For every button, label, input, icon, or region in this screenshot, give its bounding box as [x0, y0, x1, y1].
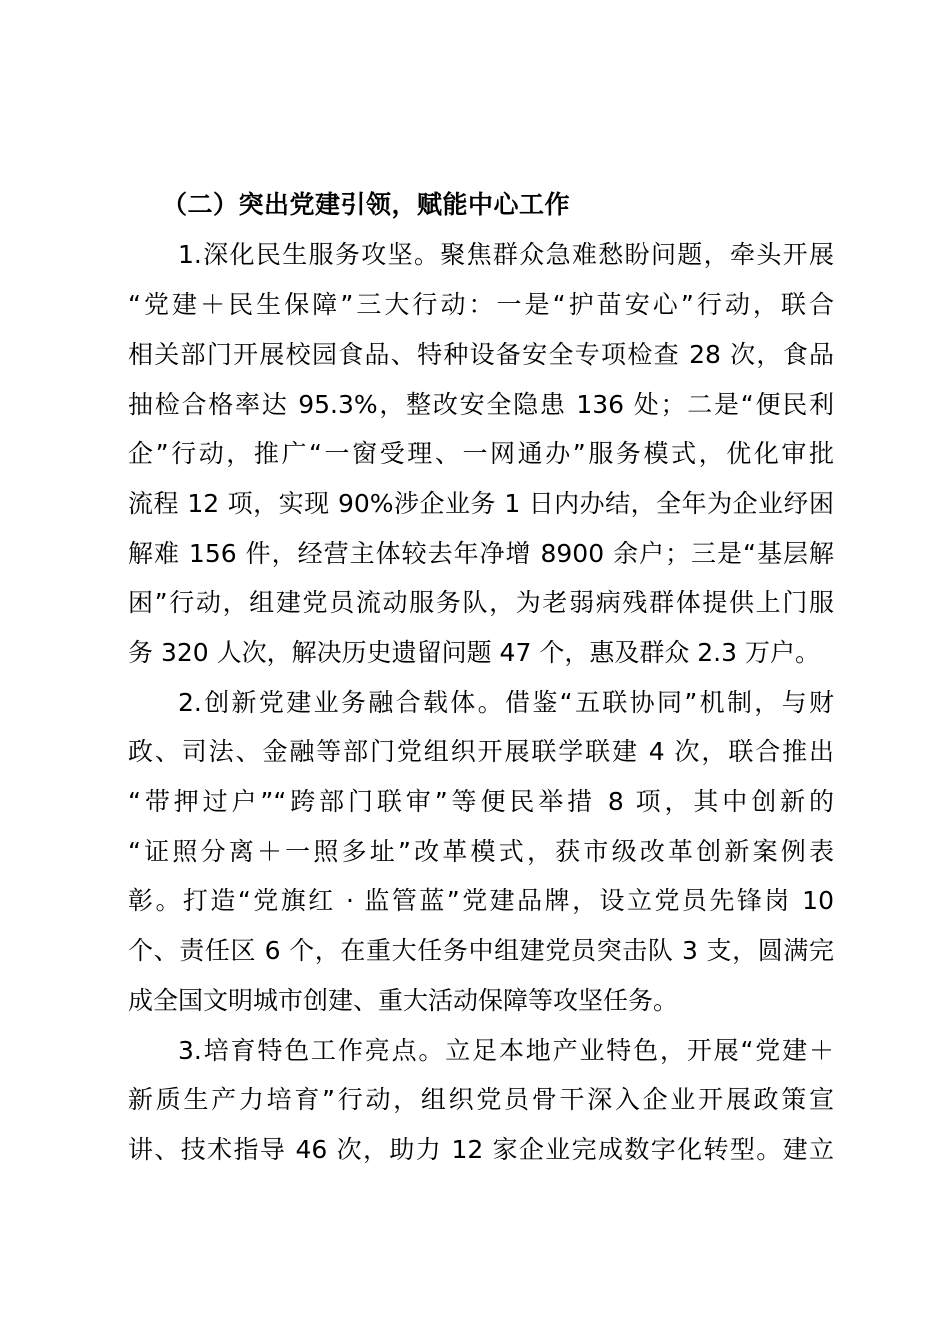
paragraph-line: 成全国文明城市创建、重大活动保障等攻坚任务。 [128, 986, 679, 1015]
paragraph-line: “证照分离＋一照多址”改革模式，获市级改革创新案例表 [128, 837, 834, 866]
paragraph-line: “带押过户”“跨部门联审”等便民举措 8 项，其中创新的 [128, 787, 834, 816]
paragraph-line: 2.创新党建业务融合载体。借鉴“五联协同”机制，与财 [178, 688, 834, 717]
paragraph-line: 流程 12 项，实现 90%涉企业务 1 日内办结，全年为企业纾困 [128, 489, 834, 518]
paragraph-line: 务 320 人次，解决历史遗留问题 47 个，惠及群众 2.3 万户。 [128, 638, 820, 667]
paragraph-line: 政、司法、金融等部门党组织开展联学联建 4 次，联合推出 [128, 737, 834, 766]
paragraph-line: 彰。打造“党旗红 · 监管蓝”党建品牌，设立党员先锋岗 10 [128, 886, 834, 915]
paragraph-line: 3.培育特色工作亮点。立足本地产业特色，开展“党建＋ [178, 1036, 834, 1065]
paragraph-line: 个、责任区 6 个，在重大任务中组建党员突击队 3 支，圆满完 [128, 936, 834, 965]
paragraph-line: 讲、技术指导 46 次，助力 12 家企业完成数字化转型。建立 [128, 1135, 834, 1164]
paragraph-line: 新质生产力培育”行动，组织党员骨干深入企业开展政策宣 [128, 1085, 834, 1114]
paragraph-line: 解难 156 件，经营主体较去年净增 8900 余户；三是“基层解 [128, 539, 834, 568]
section-heading: （二）突出党建引领，赋能中心工作 [162, 190, 571, 219]
paragraph-line: “党建＋民生保障”三大行动：一是“护苗安心”行动，联合 [128, 290, 834, 319]
paragraph-line: 1.深化民生服务攻坚。聚焦群众急难愁盼问题，牵头开展 [178, 240, 834, 269]
paragraph-line: 抽检合格率达 95.3%，整改安全隐患 136 处；二是“便民利 [128, 390, 834, 419]
paragraph-line: 相关部门开展校园食品、特种设备安全专项检查 28 次，食品 [128, 340, 834, 369]
paragraph-line: 企”行动，推广“一窗受理、一网通办”服务模式，优化审批 [128, 439, 834, 468]
paragraph-line: 困”行动，组建党员流动服务队，为老弱病残群体提供上门服 [128, 588, 834, 617]
